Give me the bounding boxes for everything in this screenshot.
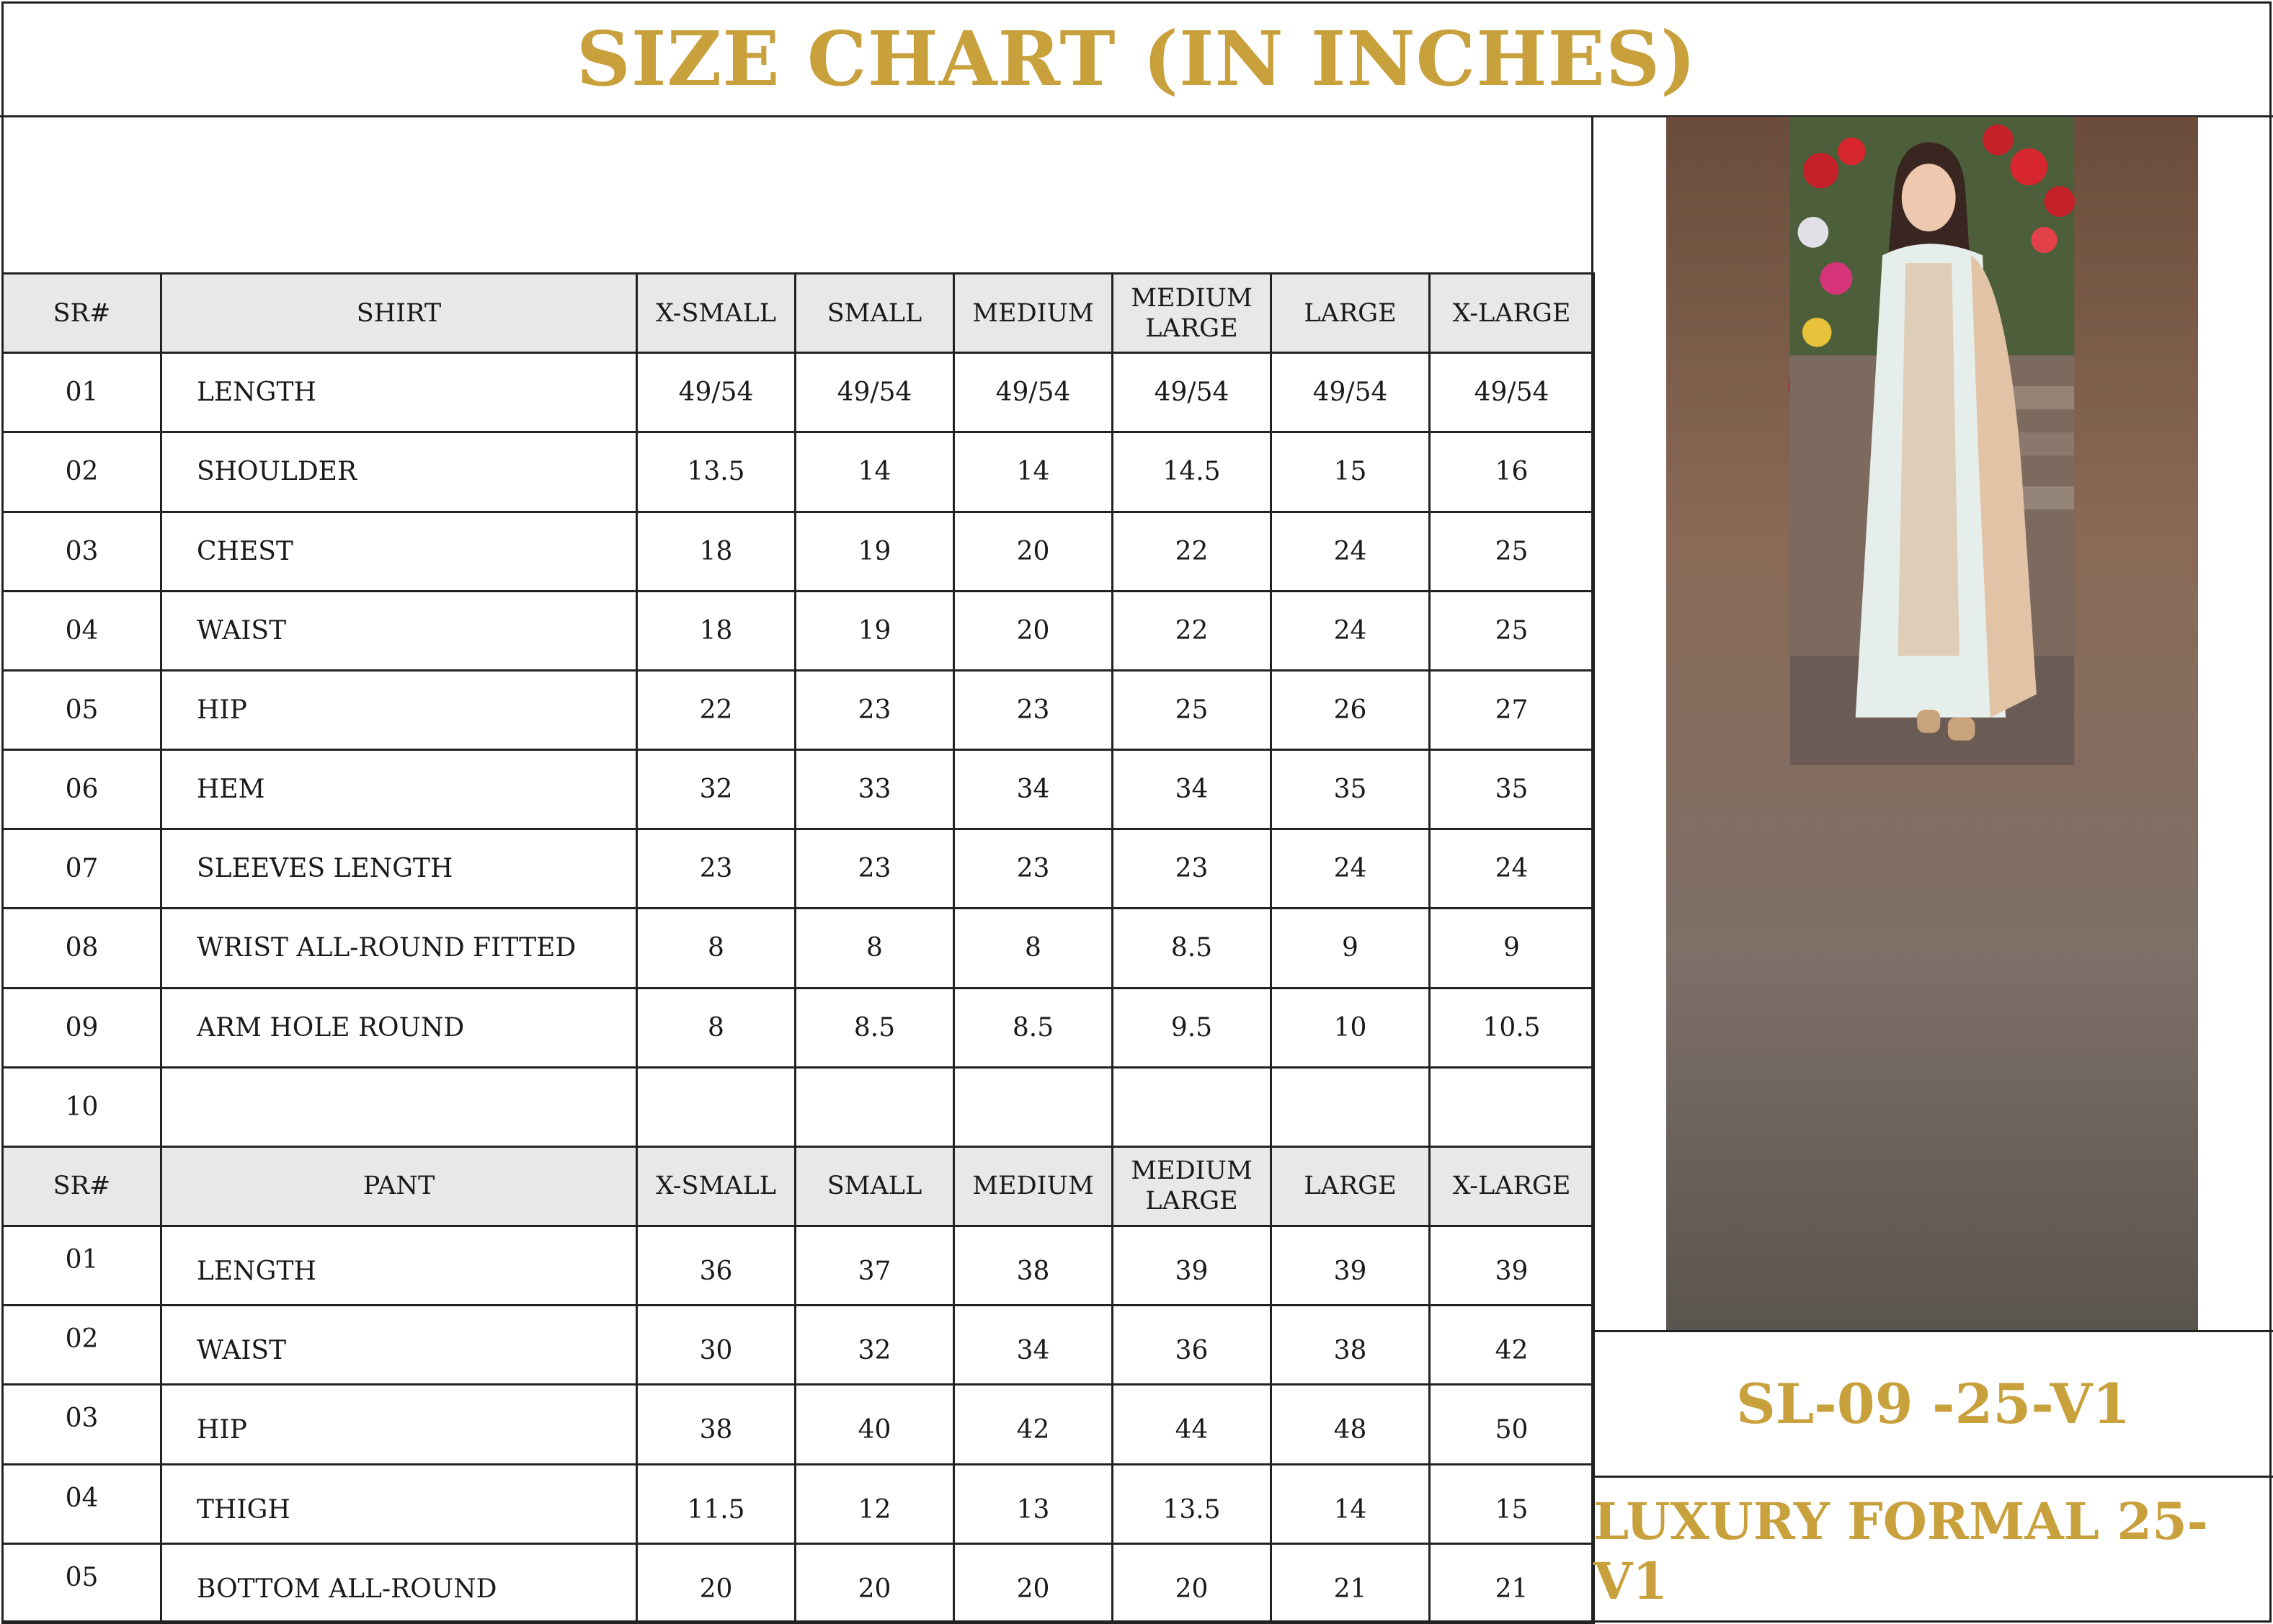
row-value: 38: [1271, 1306, 1430, 1385]
row-value: 26: [1271, 670, 1430, 749]
row-value: 22: [1113, 591, 1271, 670]
header-size-label: MEDIUM: [972, 298, 1094, 328]
header-size: [1430, 274, 1594, 353]
row-value: 19: [796, 512, 954, 591]
header-size-label: LARGE: [1304, 1172, 1397, 1201]
row-value: 24: [1271, 829, 1430, 909]
table-row: [3, 353, 1594, 432]
row-value: 8: [796, 909, 954, 988]
row-value: 14.5: [1113, 432, 1271, 512]
header-size-label: X-SMALL: [655, 1172, 777, 1201]
row-value: 44: [1113, 1385, 1271, 1464]
header-size-label: MEDIUM: [1131, 283, 1253, 313]
row-value: 9: [1430, 909, 1594, 988]
row-value: 48: [1271, 1385, 1430, 1464]
page-title: SIZE CHART (IN INCHES): [576, 14, 1697, 103]
row-value: 25: [1430, 512, 1594, 591]
row-value: 49/54: [1430, 353, 1594, 432]
table-row: [3, 591, 1594, 670]
row-value: 20: [796, 1543, 954, 1623]
size-chart-table: [1, 272, 1595, 1624]
table-row: [3, 988, 1594, 1067]
row-sr: 07: [3, 829, 161, 909]
table-row: [3, 1306, 1594, 1385]
row-value: 30: [637, 1306, 796, 1385]
header-size: [954, 1146, 1113, 1226]
row-value: 32: [637, 750, 796, 829]
row-value: 9.5: [1113, 988, 1271, 1067]
row-measurement: THIGH: [161, 1464, 637, 1543]
row-value: 24: [1271, 591, 1430, 670]
row-value: 34: [954, 1306, 1113, 1385]
product-code: SL-09 -25-V1: [1735, 1372, 2131, 1436]
header-size-label: LARGE: [1304, 298, 1397, 328]
header-size: [954, 274, 1113, 353]
row-value: 39: [1113, 1226, 1271, 1306]
row-sr: 01: [3, 1226, 161, 1306]
row-value: 15: [1271, 432, 1430, 512]
row-sr: 10: [3, 1067, 161, 1146]
row-value: 24: [1271, 512, 1430, 591]
header-size: [1113, 1146, 1271, 1226]
row-measurement: WRIST ALL-ROUND FITTED: [161, 909, 637, 988]
row-value: 50: [1430, 1385, 1594, 1464]
row-value: 12: [796, 1464, 954, 1543]
row-value: 33: [796, 750, 954, 829]
header-size-label: MEDIUM: [1131, 1156, 1253, 1186]
table-row: [3, 1226, 1594, 1306]
row-sr: 05: [3, 670, 161, 749]
row-measurement: HEM: [161, 750, 637, 829]
row-measurement: BOTTOM ALL-ROUND: [161, 1543, 637, 1623]
header-size-label: X-LARGE: [1452, 298, 1571, 328]
table-row: [3, 750, 1594, 829]
row-value: 35: [1430, 750, 1594, 829]
row-value: 49/54: [796, 353, 954, 432]
header-size: [796, 1146, 954, 1226]
row-value: 20: [954, 512, 1113, 591]
model-photo: [1666, 117, 2198, 1330]
row-measurement: SHOULDER: [161, 432, 637, 512]
row-value: 22: [1113, 512, 1271, 591]
row-value: 37: [796, 1226, 954, 1306]
row-value: 39: [1430, 1226, 1594, 1306]
row-measurement: SLEEVES LENGTH: [161, 829, 637, 909]
row-measurement: LENGTH: [161, 353, 637, 432]
row-value: 20: [954, 591, 1113, 670]
row-value: 49/54: [637, 353, 796, 432]
shirt-header-row: [3, 274, 1594, 353]
row-value: [796, 1067, 954, 1146]
row-value: 8.5: [1113, 909, 1271, 988]
row-sr: 02: [3, 1306, 161, 1385]
header-size: [1271, 274, 1430, 353]
row-measurement: WAIST: [161, 1306, 637, 1385]
row-value: [1271, 1067, 1430, 1146]
row-measurement: ARM HOLE ROUND: [161, 988, 637, 1067]
header-size-label: LARGE: [1145, 1187, 1238, 1216]
row-value: 25: [1430, 591, 1594, 670]
row-sr: 09: [3, 988, 161, 1067]
header-size-label: LARGE: [1145, 313, 1238, 343]
row-value: 27: [1430, 670, 1594, 749]
table-row: [3, 909, 1594, 988]
header-size-label: MEDIUM: [972, 1172, 1094, 1201]
row-value: 23: [796, 670, 954, 749]
header-sr: SR#: [3, 1146, 161, 1226]
header-item: PANT: [161, 1146, 637, 1226]
row-sr: 05: [3, 1543, 161, 1623]
model-photo-illustration: [1666, 117, 2198, 765]
row-value: 20: [1113, 1543, 1271, 1623]
row-value: [1430, 1067, 1594, 1146]
header-item: SHIRT: [161, 274, 637, 353]
row-sr: 04: [3, 1464, 161, 1543]
row-value: 40: [796, 1385, 954, 1464]
row-value: 20: [637, 1543, 796, 1623]
row-value: 38: [954, 1226, 1113, 1306]
table-row: [3, 512, 1594, 591]
row-value: 23: [954, 670, 1113, 749]
row-measurement: HIP: [161, 670, 637, 749]
row-value: 23: [796, 829, 954, 909]
table-row: [3, 829, 1594, 909]
row-value: 21: [1430, 1543, 1594, 1623]
row-value: 42: [1430, 1306, 1594, 1385]
row-value: 8: [637, 909, 796, 988]
header-size: [637, 1146, 796, 1226]
row-value: 42: [954, 1385, 1113, 1464]
row-sr: 03: [3, 512, 161, 591]
row-value: 25: [1113, 670, 1271, 749]
row-value: 20: [954, 1543, 1113, 1623]
row-value: 15: [1430, 1464, 1594, 1543]
row-value: [1113, 1067, 1271, 1146]
header-size: [1113, 274, 1271, 353]
row-value: 23: [637, 829, 796, 909]
row-value: 36: [1113, 1306, 1271, 1385]
header-size-label: X-LARGE: [1452, 1172, 1571, 1201]
row-value: 35: [1271, 750, 1430, 829]
header-size: [637, 274, 796, 353]
row-value: 49/54: [1271, 353, 1430, 432]
row-measurement: WAIST: [161, 591, 637, 670]
size-chart-body: [3, 274, 1594, 1623]
row-value: 49/54: [954, 353, 1113, 432]
row-value: 13.5: [1113, 1464, 1271, 1543]
table-row: [3, 1543, 1594, 1623]
header-size-label: X-SMALL: [655, 298, 777, 328]
row-value: 49/54: [1113, 353, 1271, 432]
row-value: 18: [637, 512, 796, 591]
row-value: 8.5: [796, 988, 954, 1067]
row-value: 9: [1271, 909, 1430, 988]
row-value: 13: [954, 1464, 1113, 1543]
row-measurement: HIP: [161, 1385, 637, 1464]
row-measurement: LENGTH: [161, 1226, 637, 1306]
row-sr: 01: [3, 353, 161, 432]
table-row: [3, 670, 1594, 749]
row-value: 19: [796, 591, 954, 670]
row-value: [637, 1067, 796, 1146]
row-value: 8: [954, 909, 1113, 988]
row-value: 38: [637, 1385, 796, 1464]
header-size: [1430, 1146, 1594, 1226]
row-value: 18: [637, 591, 796, 670]
header-size: [1271, 1146, 1430, 1226]
row-sr: 06: [3, 750, 161, 829]
table-row: [3, 1385, 1594, 1464]
row-value: 10.5: [1430, 988, 1594, 1067]
row-value: [954, 1067, 1113, 1146]
row-value: 21: [1271, 1543, 1430, 1623]
row-value: 36: [637, 1226, 796, 1306]
row-sr: 02: [3, 432, 161, 512]
row-value: 14: [1271, 1464, 1430, 1543]
row-value: 39: [1271, 1226, 1430, 1306]
row-value: 16: [1430, 432, 1594, 512]
row-value: 13.5: [637, 432, 796, 512]
header-size: [796, 274, 954, 353]
row-value: 10: [1271, 988, 1430, 1067]
table-row: [3, 432, 1594, 512]
table-row: [3, 1464, 1594, 1543]
header-size-label: SMALL: [827, 298, 922, 328]
row-value: 22: [637, 670, 796, 749]
row-value: 11.5: [637, 1464, 796, 1543]
row-value: 14: [954, 432, 1113, 512]
row-sr: 03: [3, 1385, 161, 1464]
row-value: 34: [954, 750, 1113, 829]
row-value: 8: [637, 988, 796, 1067]
row-sr: 04: [3, 591, 161, 670]
row-value: 23: [1113, 829, 1271, 909]
row-value: 23: [954, 829, 1113, 909]
row-measurement: [161, 1067, 637, 1146]
header-size-label: SMALL: [827, 1172, 922, 1201]
row-measurement: CHEST: [161, 512, 637, 591]
row-value: 8.5: [954, 988, 1113, 1067]
row-value: 32: [796, 1306, 954, 1385]
row-value: 24: [1430, 829, 1594, 909]
collection-name: LUXURY FORMAL 25-V1: [1593, 1491, 2208, 1611]
row-value: 34: [1113, 750, 1271, 829]
row-value: 14: [796, 432, 954, 512]
header-sr: SR#: [3, 274, 161, 353]
pant-header-row: [3, 1146, 1594, 1226]
table-row: [3, 1067, 1594, 1146]
row-sr: 08: [3, 909, 161, 988]
